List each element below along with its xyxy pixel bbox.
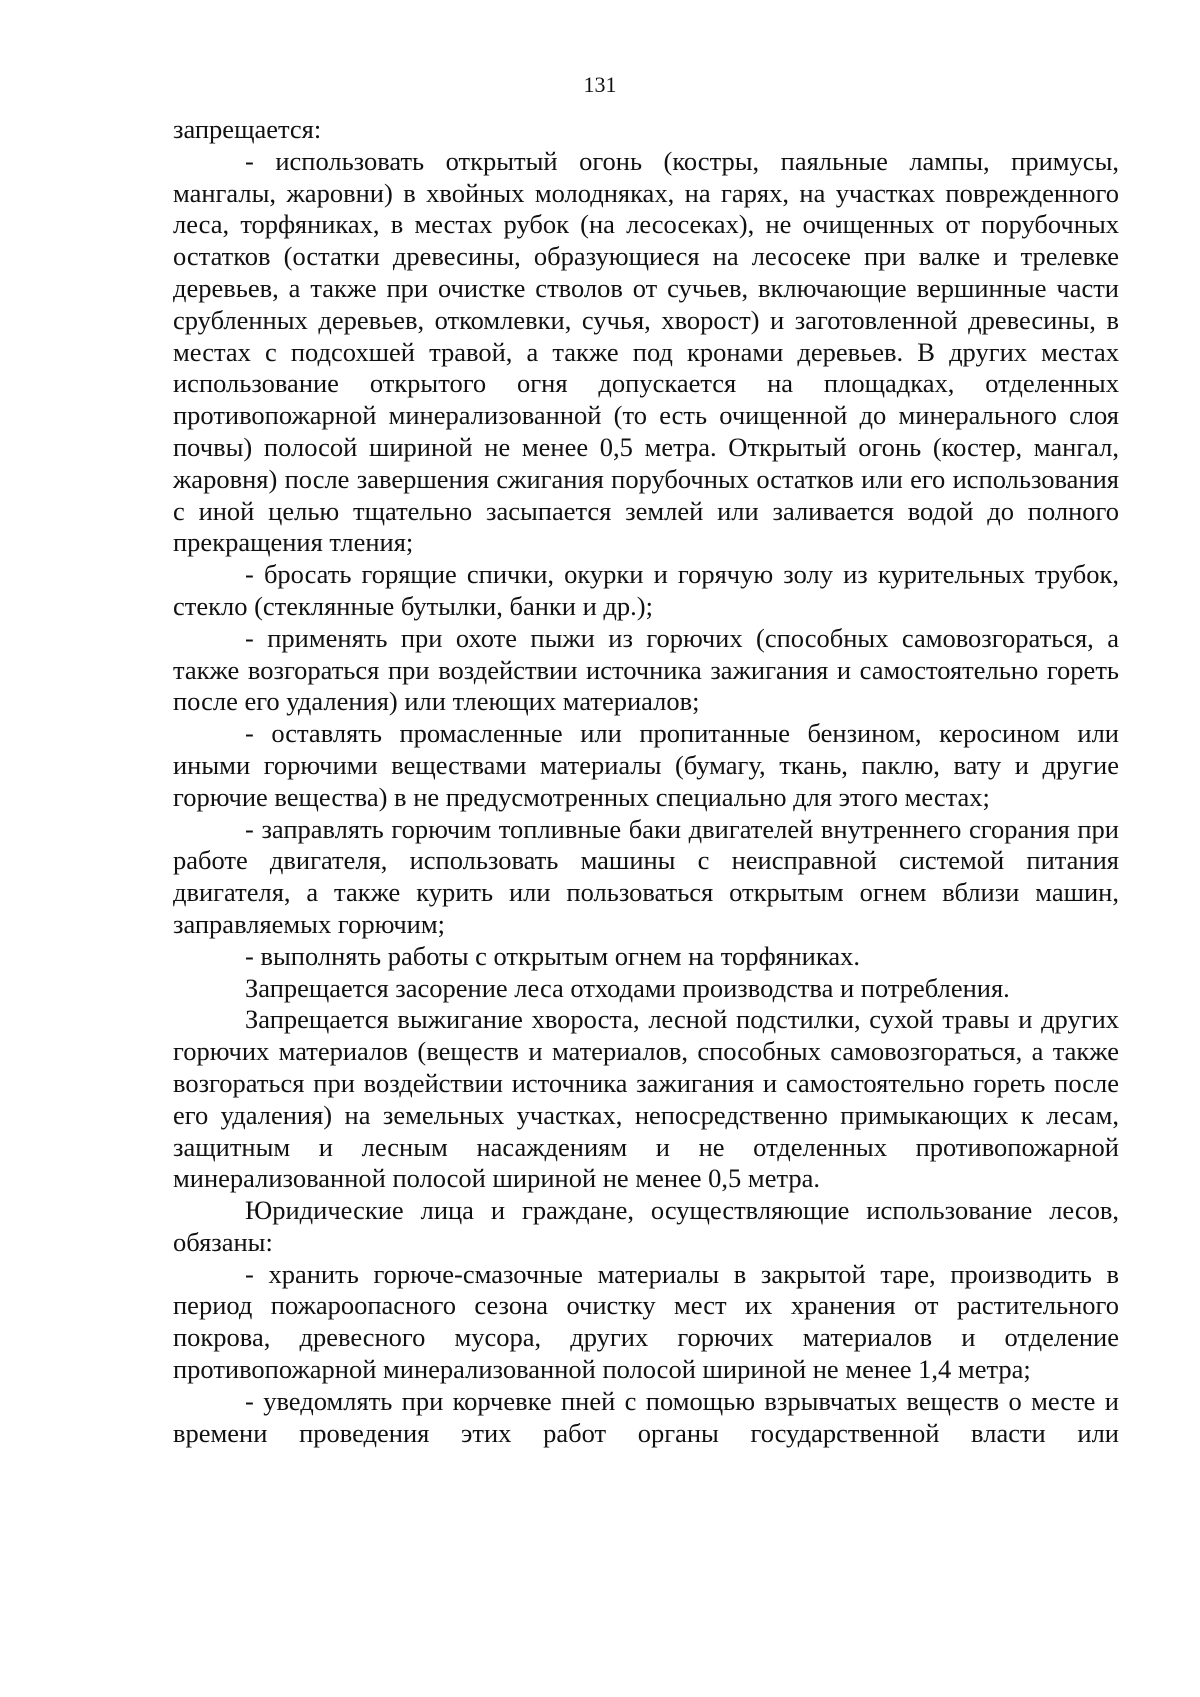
list-item: - уведомлять при корчевке пней с помощью взрывчатых веществ о месте и времени проведения этих работ органы государственной власти или	[173, 1385, 1119, 1448]
list-item: - бросать горящие спички, окурки и горячую золу из курительных трубок, стекло (стеклянные бутылки, банки и др.);	[173, 559, 1119, 621]
list-item: - использовать открытый огонь (костры, паяльные лампы, примусы, мангалы, жаровни) в хвойных молодняках, на гарях, на участках поврежденного леса, торфяниках, в местах рубок (на лесосеках), не очищенных от порубочных остатков (остатки древесины, образующиеся на лесосеке при валке и трелевке деревьев, а также при очистке стволов от сучьев, включающие вершинные части срубленных деревьев, откомлевки, сучья, хворост) и заготовленной древесины, в местах с подсохшей травой, а также под кронами деревьев. В других местах использование открытого огня допускается на площадках, отделенных противопожарной минерализованной (то есть очищенной до минерального слоя почвы) полосой шириной не менее 0,5 метра. Открытый огонь (костер, мангал, жаровня) после завершения сжигания порубочных остатков или его использования с иной целью тщательно засыпается землей или заливается водой до полного прекращения тления;	[173, 145, 1119, 558]
list-item: - оставлять промасленные или пропитанные бензином, керосином или иными горючими веществами материалы (бумагу, ткань, паклю, вату и другие горючие вещества) в не предусмотренных специально для этого местах;	[173, 718, 1119, 812]
list-item: - выполнять работы с открытым огнем на торфяниках.	[245, 940, 860, 971]
page-number: 131	[583, 72, 617, 97]
document-body	[173, 114, 1119, 1449]
paragraph: Запрещается выжигание хвороста, лесной подстилки, сухой травы и других горючих материалов (веществ и материалов, способных самовозгораться, а также возгораться при воздействии источника зажигания и самостоятельно гореть после его удаления) на земельных участках, непосредственно примыкающих к лесам, защитным и лесным насаждениям и не отделенных противопожарной минерализованной полосой шириной не менее 0,5 метра.	[173, 1004, 1119, 1194]
list-item: - применять при охоте пыжи из горючих (способных самовозгораться, а также возгораться при воздействии источника зажигания и самостоятельно гореть после его удаления) или тлеющих материалов;	[173, 622, 1119, 717]
list-item: - заправлять горючим топливные баки двигателей внутреннего сгорания при работе двигателя, использовать машины с неисправной системой питания двигателя, а также курить или пользоваться открытым огнем вблизи машин, заправляемых горючим;	[173, 813, 1119, 939]
paragraph: Запрещается засорение леса отходами производства и потребления.	[245, 972, 1010, 1003]
list-item: - хранить горюче-смазочные материалы в закрытой таре, производить в период пожароопасного сезона очистку мест их хранения от растительного покрова, древесного мусора, других горючих материалов и отделение противопожарной минерализованной полосой шириной не менее 1,4 метра;	[173, 1258, 1119, 1385]
paragraph: Юридические лица и граждане, осуществляющие использование лесов, обязаны:	[173, 1195, 1119, 1257]
paragraph: запрещается:	[173, 114, 322, 144]
